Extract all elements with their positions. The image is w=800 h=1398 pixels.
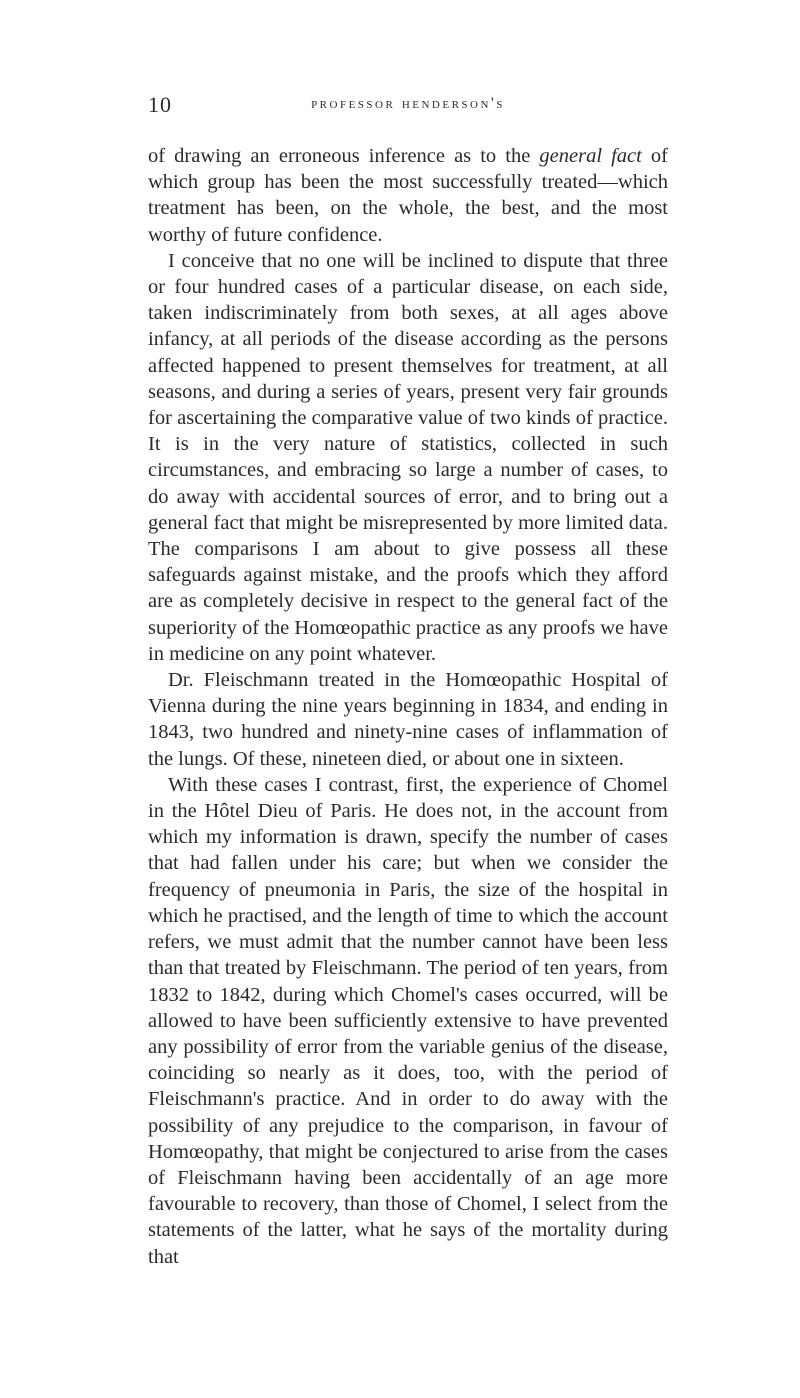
paragraph-1-text-a: of drawing an erroneous inference as to the	[148, 145, 540, 167]
running-title: professor henderson's	[311, 95, 505, 112]
paragraph-2: I conceive that no one will be inclined to dispute that three or four hundred cases of a particular disease, on each side, taken indiscriminately from both sexes, at all ages above infancy, at all periods of the disease according as the persons affected happened to present themselves for treatment, at all seasons, and during a series of years, present very fair grounds for ascertaining the comparative value of two kinds of practice. It is in the very nature of statistics, collected in such circumstances, and embracing so large a number of cases, to do away with accidental sources of error, and to bring out a general fact that might be misrepresented by more limited data. The comparisons I am about to give possess all these safeguards against mistake, and the proofs which they afford are as completely decisive in respect to the general fact of the superiority of the Homœopathic practice as any proofs we have in medicine on any point whatever.	[148, 249, 668, 665]
paragraph-1	[148, 143, 668, 248]
paragraph-1-emphasis: general fact	[539, 145, 642, 167]
paragraph-4: With these cases I contrast, first, the experience of Chomel in the Hôtel Dieu of Paris. He does not, in the account from which my information is drawn, specify the number of cases that had fallen under his care; but when we consider the frequency of pneumonia in Paris, the size of the hospital in which he practised, and the length of time to which the account refers, we must admit that the number cannot have been less than that treated by Fleischmann. The period of ten years, from 1832 to 1842, during which Chomel's cases occurred, will be allowed to have been sufficiently extensive to have prevented any possibility of error from the variable genius of the disease, coinciding so nearly as it does, too, with the period of Fleischmann's practice. And in order to do away with the possibility of any prejudice to the comparison, in favour of Homœopathy, that might be conjectured to arise from the cases of Fleischmann having been accidentally of an age more favourable to recovery, than those of Chomel, I select from the statements of the latter, what he says of the mortality during that	[148, 773, 668, 1268]
paragraph-1-text-b: of which group has been the most successfully treated—which treatment has been, on the whole, the best, and the most worthy of future confidence.	[148, 145, 669, 246]
body-text	[148, 143, 668, 1270]
page-number: 10	[148, 92, 172, 117]
paragraph-3: Dr. Fleischmann treated in the Homœopathic Hospital of Vienna during the nine years beginning in 1834, and ending in 1843, two hundred and ninety-nine cases of inflammation of the lungs. Of these, nineteen died, or about one in sixteen.	[148, 669, 668, 770]
running-head	[148, 92, 668, 122]
